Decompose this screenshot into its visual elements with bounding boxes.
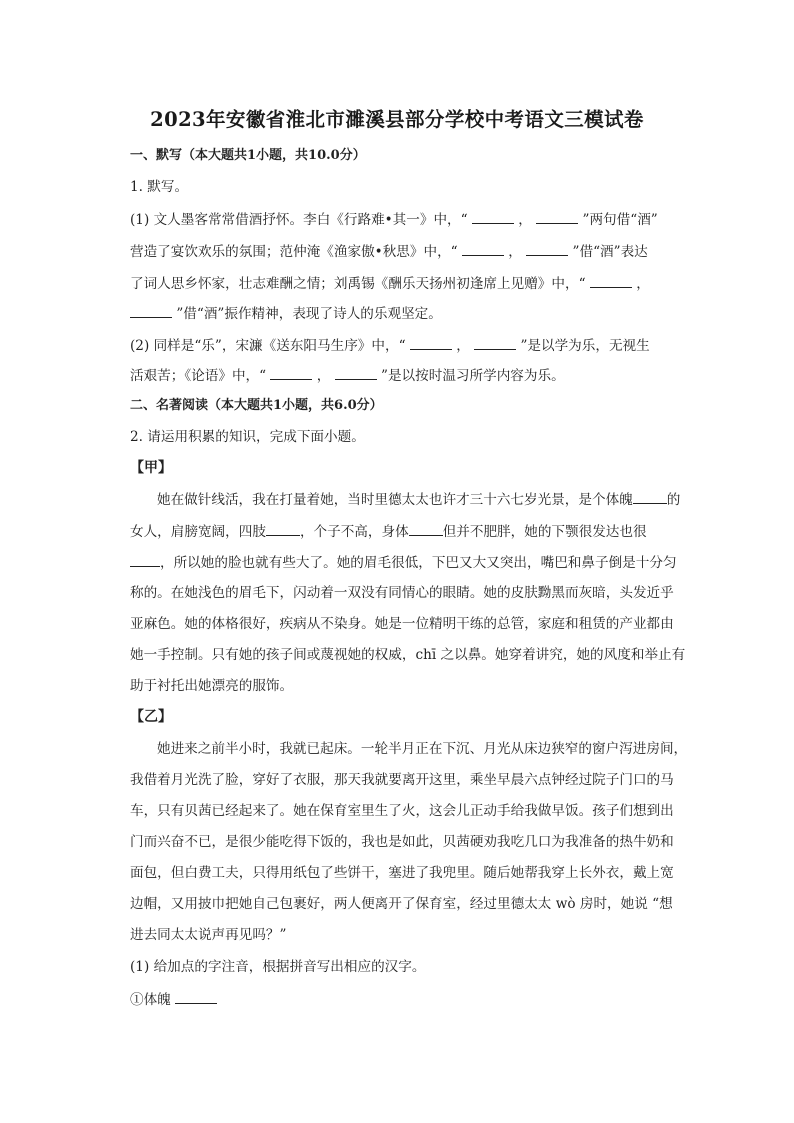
passage-yi-line3: 车，只有贝茜已经起来了。她在保育室里生了火，这会儿正动手给我做早饭。孩子们想到出 (130, 803, 674, 819)
question1-stem: 1. 默写。 (130, 179, 189, 195)
passage-jia-line3: ，所以她的脸也就有些大了。她的眉毛很低，下巴又大又突出，嘴巴和鼻子倒是十分匀 (130, 553, 677, 571)
q1-part1-line3: 了词人思乡怀家，壮志难酬之情；刘禹锡《酬乐天扬州初逢席上见赠》中，“ ， (130, 276, 650, 292)
q1-part1-line2: 营造了宴饮欢乐的氛围；范仲淹《渔家傲•秋思》中，“ ， ”借“酒”表达 (130, 244, 648, 260)
answer-blank[interactable] (462, 242, 504, 256)
answer-blank[interactable] (590, 274, 632, 288)
passage-yi-line1: 她进来之前半小时，我就已起床。一轮半月正在下沉、月光从床边狭窄的窗户泻进房间， (157, 741, 688, 757)
answer-blank[interactable] (270, 366, 312, 380)
answer-blank[interactable] (536, 210, 578, 224)
subquestion1-instruction: (1) 给加点的字注音，根据拼音写出相应的汉字。 (130, 959, 426, 975)
passage-yi-line4: 门而兴奋不已，是很少能吃得下饭的，我也是如此，贝茜硬劝我吃几口为我准备的热牛奶和 (130, 834, 674, 850)
answer-blank[interactable] (130, 553, 160, 567)
answer-blank[interactable] (472, 210, 514, 224)
passage-jia-line7: 助于衬托出她漂亮的服饰。 (130, 678, 294, 694)
passage-jia-line2: 女人，肩膀宽阔，四肢 ，个子不高，身体 但并不肥胖，她的下颚很发达也很 (130, 524, 647, 540)
exam-title: 2023年安徽省淮北市濉溪县部分学校中考语文三模试卷 (150, 108, 644, 131)
passage-jia-line4: 称的。在她浅色的眉毛下，闪动着一双没有同情心的眼睛。她的皮肤黝黑而灰暗，头发近乎 (130, 585, 674, 601)
question2-stem: 2. 请运用积累的知识，完成下面小题。 (130, 429, 365, 445)
passage-yi-line2: 我借着月光洗了脸，穿好了衣服，那天我就要离开这里，乘坐早晨六点钟经过院子门口的马 (130, 772, 674, 788)
passage-yi-line5: 面包，但白费工夫，只得用纸包了些饼干，塞进了我兜里。随后她帮我穿上长外衣，戴上宽 (130, 865, 674, 881)
passage-yi-line6: 边帽，又用披巾把她自己包裹好，两人便离开了保育室，经过里德太太 wò 房时，她说 “想 (130, 896, 673, 912)
subquestion1-item1: ①体魄 (130, 990, 217, 1008)
passage-jia-line6: 她一手控制。只有她的孩子间或蔑视她的权威，chī 之以鼻。她穿着讲究，她的风度和举止有 (130, 647, 686, 663)
answer-blank[interactable] (633, 490, 667, 504)
q1-part2-line1: (2) 同样是“乐”，宋濂《送东阳马生序》中，“ ， ”是以学为乐，无视生 (130, 338, 650, 354)
answer-blank[interactable] (266, 522, 300, 536)
passage-yi-line7: 进去同太太说声再见吗？” (130, 927, 287, 943)
answer-blank[interactable] (526, 242, 568, 256)
answer-blank[interactable] (410, 336, 452, 350)
section2-heading: 二、名著阅读（本大题共1小题，共6.0分） (130, 398, 383, 413)
passage-jia-label: 【甲】 (130, 460, 172, 476)
answer-blank[interactable] (130, 304, 172, 318)
answer-blank[interactable] (175, 990, 217, 1004)
answer-blank[interactable] (474, 336, 516, 350)
q1-part1-line4: ”借“酒”振作精神，表现了诗人的乐观坚定。 (130, 304, 442, 322)
q1-part1-line1: (1) 文人墨客常常借酒抒怀。李白《行路难•其一》中，“ ， ”两句借“酒” (130, 212, 658, 228)
q1-part2-line2: 活艰苦；《论语》中，“ ， ”是以按时温习所学内容为乐。 (130, 368, 565, 384)
answer-blank[interactable] (335, 366, 377, 380)
section1-heading: 一、默写（本大题共1小题，共10.0分） (130, 148, 366, 163)
passage-jia-line5: 亚麻色。她的体格很好，疾病从不染身。她是一位精明干练的总管，家庭和租赁的产业都由 (130, 616, 674, 632)
passage-jia-line1: 她在做针线活，我在打量着她，当时里德太太也许才三十六七岁光景，是个体魄 的 (157, 492, 681, 508)
answer-blank[interactable] (409, 522, 443, 536)
passage-yi-label: 【乙】 (130, 709, 172, 725)
